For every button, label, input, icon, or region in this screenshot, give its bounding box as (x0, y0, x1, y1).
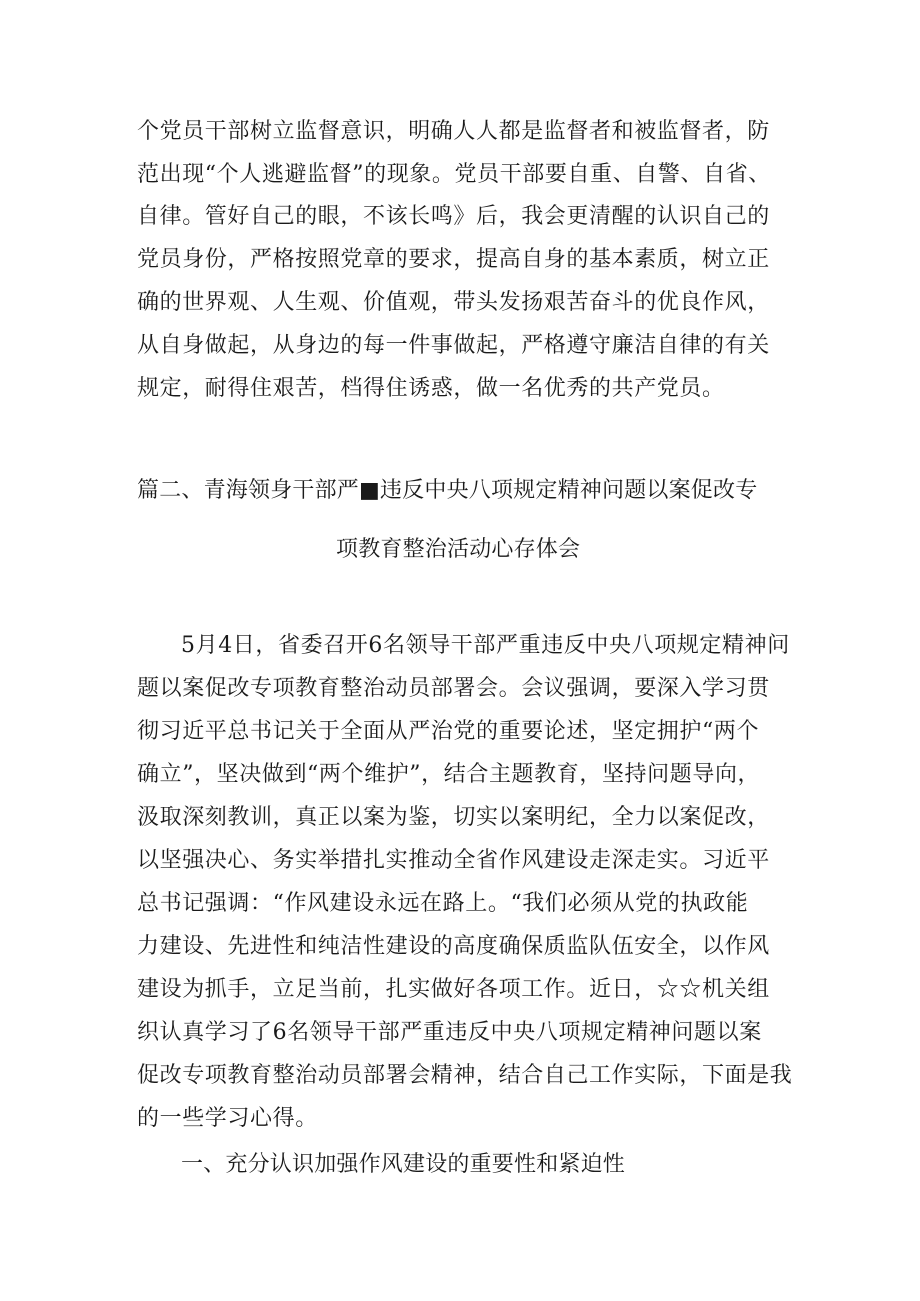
paragraph-line: 范出现“个人逃避监督”的现象。党员干部要自重、自警、自省、 (137, 162, 771, 187)
paragraph-line: 题以案促改专项教育整治动员部署会。会议强调，要深入学习贯 (137, 676, 770, 701)
paragraph-line: 个党员干部树立监督意识，明确人人都是监督者和被监督者，防 (137, 119, 770, 144)
paragraph-line: 汲取深刻教训，真正以案为鉴，切实以案明纪，全力以案促改， (137, 805, 770, 830)
article-title-line-2: 项教育整治活动心存体会 (336, 537, 581, 562)
paragraph-line: 党员身份，严格按照党章的要求，提高自身的基本素质，树立正 (137, 247, 770, 272)
paragraph-line: 确的世界观、人生观、价值观，带头发扬艰苦奋斗的优良作风， (137, 290, 770, 315)
paragraph-line: 确立”，坚决做到“两个维护”，结合主题教育，坚持问题导向， (137, 762, 761, 787)
paragraph-line: 建设为抓手，立足当前，扎实做好各项工作。近日，☆☆机关组 (137, 977, 770, 1002)
paragraph-line: 织认真学习了6名领导干部严重违反中央八项规定精神问题以案 (137, 1020, 762, 1045)
paragraph-line: 力建设、先进性和纯洁性建设的高度确保质监队伍安全，以作风 (137, 934, 770, 959)
paragraph-line: 从自身做起，从身边的每一件事做起，严格遵守廉洁自律的有关 (137, 333, 770, 358)
paragraph-line: 自律。管好自己的眼，不该长鸣》后，我会更清醒的认识自己的 (137, 204, 770, 229)
paragraph-line: 规定，耐得住艰苦，档得住诱惑，做一名优秀的共产党员。 (137, 376, 725, 401)
paragraph-line: 总书记强调：“作风建设永远在路上。“我们必须从党的执政能 (137, 891, 749, 916)
paragraph-line: 5月4日，省委召开6名领导干部严重违反中央八项规定精神问 (181, 633, 790, 658)
paragraph-line: 促改专项教育整治动员部署会精神，结合自己工作实际，下面是我 (137, 1063, 793, 1088)
paragraph-line: 以坚强决心、务实举措扎实推动全省作风建设走深走实。习近平 (137, 848, 770, 873)
article-title-line-1: 篇二、青海领身干部严■违反中央八项规定精神问题以案促改专 (137, 478, 758, 503)
paragraph-line: 彻习近平总书记关于全面从严治党的重要论述，坚定拥护“两个 (137, 719, 760, 744)
paragraph-line: 的一些学习心得。 (137, 1106, 318, 1131)
section-heading: 一、充分认识加强作风建设的重要性和紧迫性 (181, 1152, 626, 1177)
